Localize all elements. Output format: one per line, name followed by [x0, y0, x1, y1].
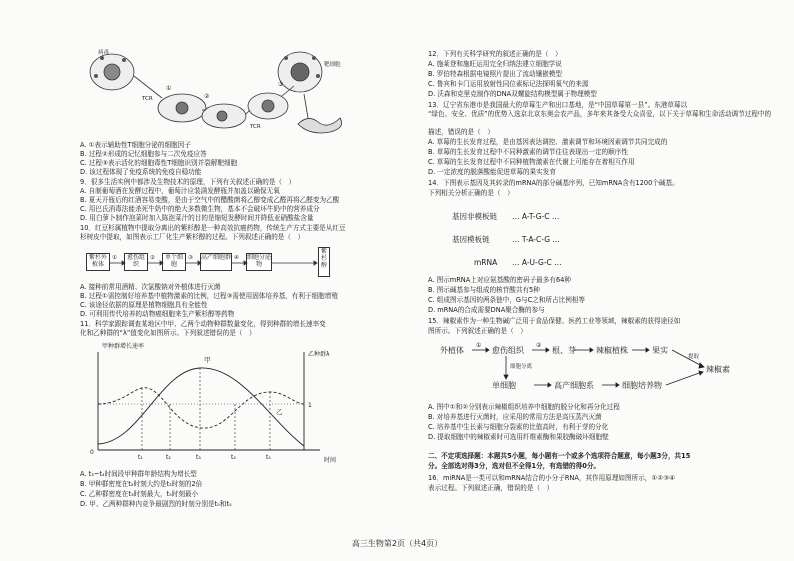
q13-line1: 13．辽宁省东港市是我国最大的草莓生产和出口基地，是“中国草莓第一县”。东港草莓以 — [428, 101, 688, 109]
q14-option-d: D. mRNA的合成需要DNA聚合酶的参与 — [428, 306, 545, 314]
q10-stem-line2: 杉树皮中提取，如图表示工厂化生产紫杉醇的过程。下列叙述正确的是（ ） — [80, 233, 305, 241]
seedling-label: 辣椒植株 — [596, 346, 628, 355]
q15-option-d: D. 提取细胞中的辣椒素时可选用纤维素酶和果胶酶破坏细胞壁 — [428, 433, 609, 441]
x-unit-label: 时间 — [324, 457, 337, 464]
q13-option-b: B. 草莓的生长发育过程中不同种激素的调节往往表现出一定的顺序性 — [428, 148, 628, 156]
q14-option-b: B. 图示碱基参与组成的核苷酸共有5种 — [428, 286, 540, 294]
left-column — [0, 0, 380, 561]
q9-option-a: A. 自制葡萄酒在发酵过程中，葡萄汁应装满发酵瓶并加盖以确保无氧 — [80, 187, 280, 195]
origin-label: 0 — [90, 449, 94, 456]
svg-text:④: ④ — [234, 255, 239, 261]
q14-option-a: A. 图示mRNA上对应氨基酸的密码子最多有64种 — [428, 276, 571, 284]
q12-option-b: B. 罗伯特森根据电镜照片提出了流动镶嵌模型 — [428, 70, 562, 78]
svg-text:①: ① — [166, 85, 172, 92]
q9-option-b: B. 夏天开瓶后的红酒容易变酸，是由于空气中的醋酸菌将乙醇变成乙醛再将乙醛变为乙酸 — [80, 196, 340, 204]
q11-population-chart — [80, 340, 370, 466]
seq-row2-value: … T-A-C-G … — [512, 235, 560, 244]
left-axis-label: 甲种群增长速率 — [102, 343, 145, 350]
flow-box-explant: 紫杉外植体 — [86, 253, 110, 271]
q14-option-c: C. 组成图示基因的两条链中，G与C之和所占比例相等 — [428, 296, 585, 304]
seq-row3-label: mRNA — [474, 258, 498, 267]
q12-option-d: D. 沃森和克里克制作的DNA双螺旋结构模型属于物理模型 — [428, 90, 597, 98]
tick-t1: t₁ — [138, 454, 143, 461]
tick-t3: t₃ — [196, 454, 201, 461]
svg-text:③: ③ — [188, 255, 193, 261]
svg-text:②: ② — [204, 93, 210, 100]
q8-option-b: B. 过程②形成的记忆细胞参与二次免疫应答 — [80, 150, 207, 158]
q11-option-c: C. 乙种群密度在t₃时刻最大，t₅时刻最小 — [80, 490, 199, 498]
q11-option-b: B. 甲种群密度在t₂时刻大约是t₃时刻的2倍 — [80, 480, 203, 488]
right-column — [400, 0, 780, 561]
q11-option-a: A. t₃~t₄时间段甲种群年龄结构为增长型 — [80, 470, 197, 478]
right-axis-label: 乙种群λ — [308, 351, 330, 358]
flow-box-high-yield: 高产细胞群 — [200, 253, 232, 271]
svg-text:①: ① — [112, 255, 117, 261]
q9-stem: 9．很多生活实例中都涉及生物技术的原理，下列有关叙述正确的是（ ） — [80, 178, 296, 186]
section2-line1: 二、不定项选择题：本题共5小题，每小题有一个或多个选项符合题意，每小题3分，共15 — [428, 452, 691, 460]
q9-option-c: C. 用巴氏消毒法能杀死牛奶中的绝大多数微生物，基本不会破坏牛奶中的营养成分 — [80, 205, 320, 213]
high-yield-line-label: 高产细胞系 — [554, 381, 594, 390]
q10-flow-arrows — [108, 250, 320, 274]
series-jia-label: 甲 — [204, 356, 211, 364]
q11-option-d: D. 甲、乙两种群种内竞争最剧烈的时刻分别是t₅和t₅ — [80, 500, 232, 508]
seq-row2-label: 基因模板链 — [452, 235, 490, 244]
virus-label: 病毒 — [98, 50, 110, 56]
q15-option-c: C. 培养基中生长素与细胞分裂素的比值高时，有利于芽的分化 — [428, 423, 609, 431]
series-yi-curve — [98, 388, 304, 428]
q11-stem-line2: 化和乙种群的“λ”值变化如图所示。下列叙述错误的是（ ） — [80, 329, 256, 337]
root-bud-label: 根、芽 — [552, 346, 576, 355]
q13-line3: 描述，错误的是（ ） — [428, 128, 494, 136]
q10-option-b: B. 过程①需控制好培养基中植物激素的比例，过程③需使用固体培养基，有利于细胞增殖 — [80, 292, 338, 300]
svg-text:②: ② — [536, 342, 542, 349]
svg-text:③: ③ — [278, 81, 284, 88]
q13-option-c: C. 草莓的生长发育过程中不同种植物激素在代谢上可能存在着相互作用 — [428, 158, 635, 166]
tcr-label-2: TCR — [250, 124, 261, 130]
seq-row1-value: … A-T-G-C … — [512, 212, 560, 221]
q13-option-a: A. 草莓的生长发育过程，是由基因表达调控、激素调节和环境因素调节共同完成的 — [428, 138, 668, 146]
series-yi-label: 乙 — [276, 408, 283, 416]
target-cell-label: 靶细胞 — [324, 62, 341, 68]
q15-option-b: B. 对培养基进行灭菌时，应采用的常用方法是高压蒸汽灭菌 — [428, 413, 602, 421]
q9-option-d: D. 用白萝卜制作泡菜时加入陈泡菜汁的目的是缩短发酵时间并降低亚硝酸盐含量 — [80, 214, 314, 222]
page-footer: 高三生物第2页（共4页） — [351, 539, 443, 548]
tick-t2: t₂ — [166, 454, 171, 461]
immune-response-figure — [72, 46, 372, 138]
q14-stem-line2: 下列相关分析正确的是（ ） — [428, 189, 514, 197]
seq-row1-label: 基因非模板链 — [452, 212, 497, 221]
extract-label: 提取 — [688, 354, 700, 360]
q16-line2: 表示过程。下列叙述正确，错误的是（ ） — [428, 484, 554, 492]
q16-line1: 16．miRNA是一类可以和mRNA结合的小分子RNA，其作用原理如图所示，①②③④ — [428, 474, 676, 482]
q15-stem-line1: 15．辣椒素作为一种生物碱广泛用于食品保健、医药工业等领域，辣椒素的获得途径如 — [428, 317, 681, 325]
single-cell-label: 单细胞 — [492, 381, 516, 390]
separate-label: 细胞分离 — [510, 364, 533, 370]
q8-option-c: C. 过程③表示活化的细胞毒性T细胞识别并裂解靶细胞 — [80, 159, 238, 167]
q11-stem-line1: 11．科学家跟踪调查某地区中甲、乙两个动物种群数量变化，得到种群的增长速率变 — [80, 320, 326, 328]
q10-option-d: D. 可利用传代培养的动物癌细胞来生产紫杉醇等药物 — [80, 310, 235, 318]
callus-label: 愈伤组织 — [492, 346, 524, 355]
series-jia-curve — [98, 368, 304, 446]
right-axis-one: 1 — [308, 402, 312, 409]
culture-label: 细胞培养物 — [622, 381, 662, 390]
tick-t5: t₅ — [266, 454, 271, 461]
q13-line2: “绿色、安全、优质”的优势入选京北京东奥会农产品，多年来其备受大众喜爱，以下关于草莓和生命活动调节过程中的 — [428, 110, 772, 118]
q15-stem-line2: 图所示。下列叙述正确的是（ ） — [428, 327, 527, 335]
q13-option-d: D. 一定浓度的脱落酸能促进草莓的果实发育 — [428, 168, 556, 176]
seq-row3-value: … A-U-G-C … — [512, 258, 562, 267]
flow-box-secretion: 细胞分泌物 — [246, 253, 272, 271]
q15-flow-diagram — [440, 338, 770, 398]
flow-box-taxol: 紫杉醇 — [318, 247, 330, 277]
flow-box-callus: 愈伤组织 — [124, 253, 148, 271]
explant-label: 外植体 — [440, 346, 464, 355]
svg-text:①: ① — [476, 342, 482, 349]
tcr-label-1: TCR — [142, 96, 153, 102]
q12-stem: 12．下列有关科学研究的叙述正确的是（ ） — [428, 50, 562, 58]
q10-option-a: A. 接种前常用酒精、次氯酸钠对外植体进行灭菌 — [80, 283, 221, 291]
fruit-label: 果实 — [652, 346, 668, 355]
q10-stem-line1: 10．红豆杉属植物中提取分离出的紫杉醇是一种高效抗癌药物，传统生产方式主要是从红豆 — [80, 224, 346, 232]
section2-line2: 分。全部选对得3分，选对但不全得1分，有选错的得0分。 — [428, 462, 601, 470]
q8-option-d: D. 该过程体现了免疫系统的免疫自稳功能 — [80, 168, 202, 176]
capsaicin-label: 辣椒素 — [706, 365, 730, 374]
tick-t4: t₄ — [231, 454, 236, 461]
q8-option-a: A. ①表示辅助性T细胞分泌的细胞因子 — [80, 141, 191, 149]
q12-option-a: A. 施莱登和施旺运用完全归纳法建立细胞学说 — [428, 60, 562, 68]
q12-option-c: C. 鲁宾和卡门运用放射性同位素标记法探明氧气的来源 — [428, 80, 589, 88]
q15-option-a: A. 图中①和②分别表示辣椒组织培养中细胞的脱分化和再分化过程 — [428, 403, 620, 411]
q10-option-c: C. 该途径依据的原理是植物细胞具有全能性 — [80, 301, 208, 309]
flow-box-single-cell: 单个细胞 — [162, 253, 186, 271]
svg-text:②: ② — [150, 255, 155, 261]
q14-stem-line1: 14．下图表示基因及其转录的mRNA的部分碱基序列，已知mRNA含有1200个碱基。 — [428, 179, 679, 187]
